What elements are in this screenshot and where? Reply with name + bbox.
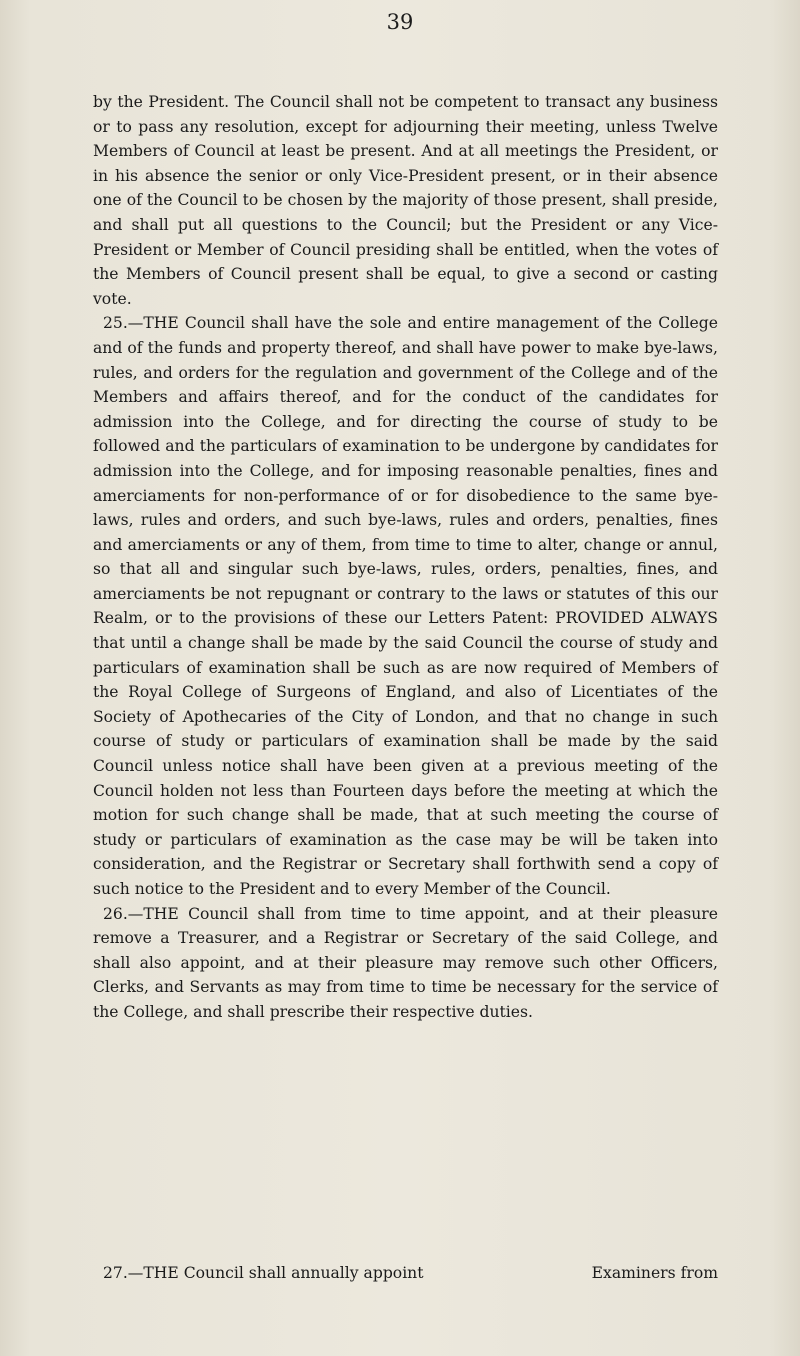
section-27-text: 27.—THE Council shall annually appoint: [103, 1264, 424, 1282]
body-text: [93, 90, 718, 1025]
section-27-line: [93, 1264, 718, 1282]
section-27-text-end: Examiners from: [591, 1264, 718, 1282]
paragraph-continuation: by the President. The Council shall not be competent to transact any business or to pass any resolution, except for adjourning their meeting, unless Twelve Members of Council at least be present. And at all meetings the President, or in his absence the senior or only Vice-President present, or in their absence one of the Council to be chosen by the majority of those present, shall preside, and shall put all questions to the Council; but the President or any Vice-President or Member of Council presiding shall be entitled, when the votes of the Members of Council present shall be equal, to give a second or casting vote.: [93, 93, 718, 308]
paragraph-section-25: 25.—THE Council shall have the sole and entire management of the College and of the funds and property thereof, and shall have power to make bye-laws, rules, and orders for the regulation and government of the College and of the Members and affairs thereof, and for the conduct of the candidates for admission into the College, and for directing the course of study to be followed and the particulars of examination to be undergone by candidates for admission into the College, and for imposing reasonable penalties, fines and amerciaments for non-performance of or for disobedience to the same bye-laws, rules and orders, and such bye-laws, rules and orders, penalties, fines and amerciaments or any of them, from time to time to alter, change or annul, so that all and singular such bye-laws, rules, orders, penalties, fines, and amerciaments be not repugnant or contrary to the laws or statutes of this our Realm, or to the provisions of these our Letters Patent: PROVIDED ALWAYS that until a change shall be made by the said Council the course of study and particulars of examination shall be such as are now required of Members of the Royal College of Surgeons of England, and also of Licentiates of the Society of Apothecaries of the City of London, and that no change in such course of study or particulars of examination shall be made by the said Council unless notice shall have been given at a previous meeting of the Council holden not less than Fourteen days before the meeting at which the motion for such change shall be made, that at such meeting the course of study or particulars of examination as the case may be will be taken into consideration, and the Registrar or Secretary shall forthwith send a copy of such notice to the President and to every Member of the Council.: [93, 314, 718, 898]
page-number: 39: [386, 10, 414, 34]
paragraph-section-26: 26.—THE Council shall from time to time appoint, and at their pleasure remove a Treasurer, and a Registrar or Secretary of the said College, and shall also appoint, and at their pleasure may remove such other Officers, Clerks, and Servants as may from time to time be necessary for the service of the College, and shall prescribe their respective duties.: [93, 904, 718, 1021]
